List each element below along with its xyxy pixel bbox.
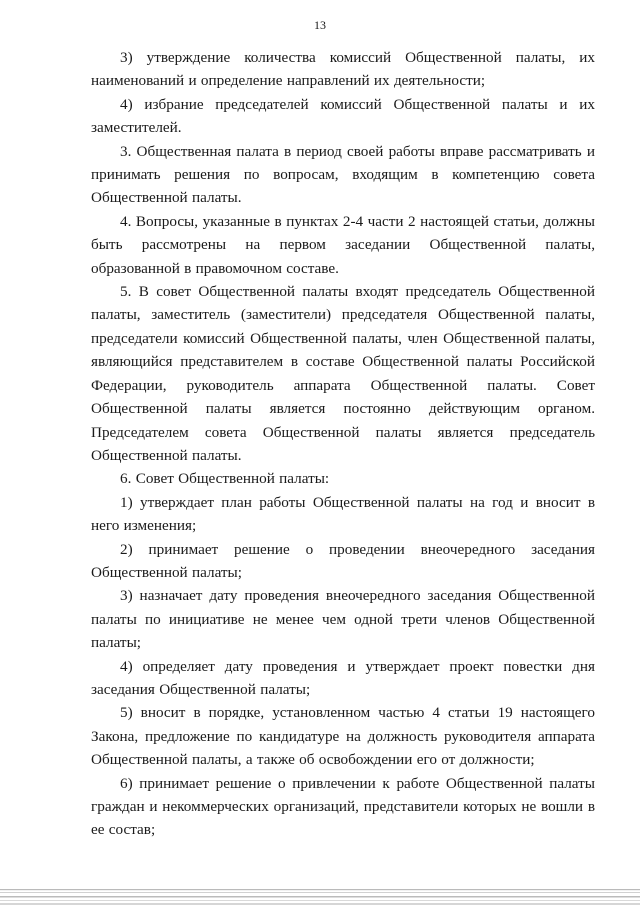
list-item-3: 3) назначает дату проведения внеочередного заседания Общественной палаты по инициативе не менее чем одной трети членов Общественной палаты; — [91, 587, 595, 652]
paragraph-part-6-heading: 6. Совет Общественной палаты: — [120, 470, 330, 488]
scan-edge-noise — [0, 883, 640, 905]
page-number: 13 — [314, 18, 326, 32]
document-body — [91, 46, 595, 842]
paragraph-item-4-chairs: 4) избрание председателей комиссий Общественной палаты и их заместителей. — [91, 95, 595, 137]
paragraph-item-3-commissions: 3) утверждение количества комиссий Общественной палаты, их наименований и определение направлений их деятельности; — [91, 49, 595, 90]
list-item-1: 1) утверждает план работы Общественной палаты на год и вносит в него изменения; — [91, 493, 595, 535]
paragraph-part-4: 4. Вопросы, указанные в пунктах 2-4 части 2 настоящей статьи, должны быть рассмотрены на первом заседании Общественной палаты, образованной в правомочном составе. — [91, 212, 595, 277]
paragraph-part-3: 3. Общественная палата в период своей работы вправе рассматривать и принимать решения по вопросам, входящим в компетенцию совета Общественной палаты. — [91, 142, 595, 207]
paragraph-part-5: 5. В совет Общественной палаты входят председатель Общественной палаты, заместитель (заместители) председателя Общественной палаты, председатели комиссий Общественной палаты, член Общественной палаты, являющийся представителем в составе Общественной палаты Российской Федерации, руководитель аппарата Общественной палаты. Совет Общественной палаты является постоянно действующим органом. Председателем совета Общественной палаты является председатель Общественной палаты. — [91, 283, 595, 464]
list-item-6: 6) принимает решение о привлечении к работе Общественной палаты граждан и некоммерческих организаций, представители которых не вошли в ее состав; — [91, 774, 595, 839]
list-item-4: 4) определяет дату проведения и утверждает проект повестки дня заседания Общественной палаты; — [91, 657, 595, 698]
list-item-5: 5) вносит в порядке, установленном частью 4 статьи 19 настоящего Закона, предложение по кандидатуре на должность руководителя аппарата Общественной палаты, а также об освобождении его от должности; — [91, 704, 595, 769]
list-item-2: 2) принимает решение о проведении внеочередного заседания Общественной палаты; — [91, 540, 595, 581]
